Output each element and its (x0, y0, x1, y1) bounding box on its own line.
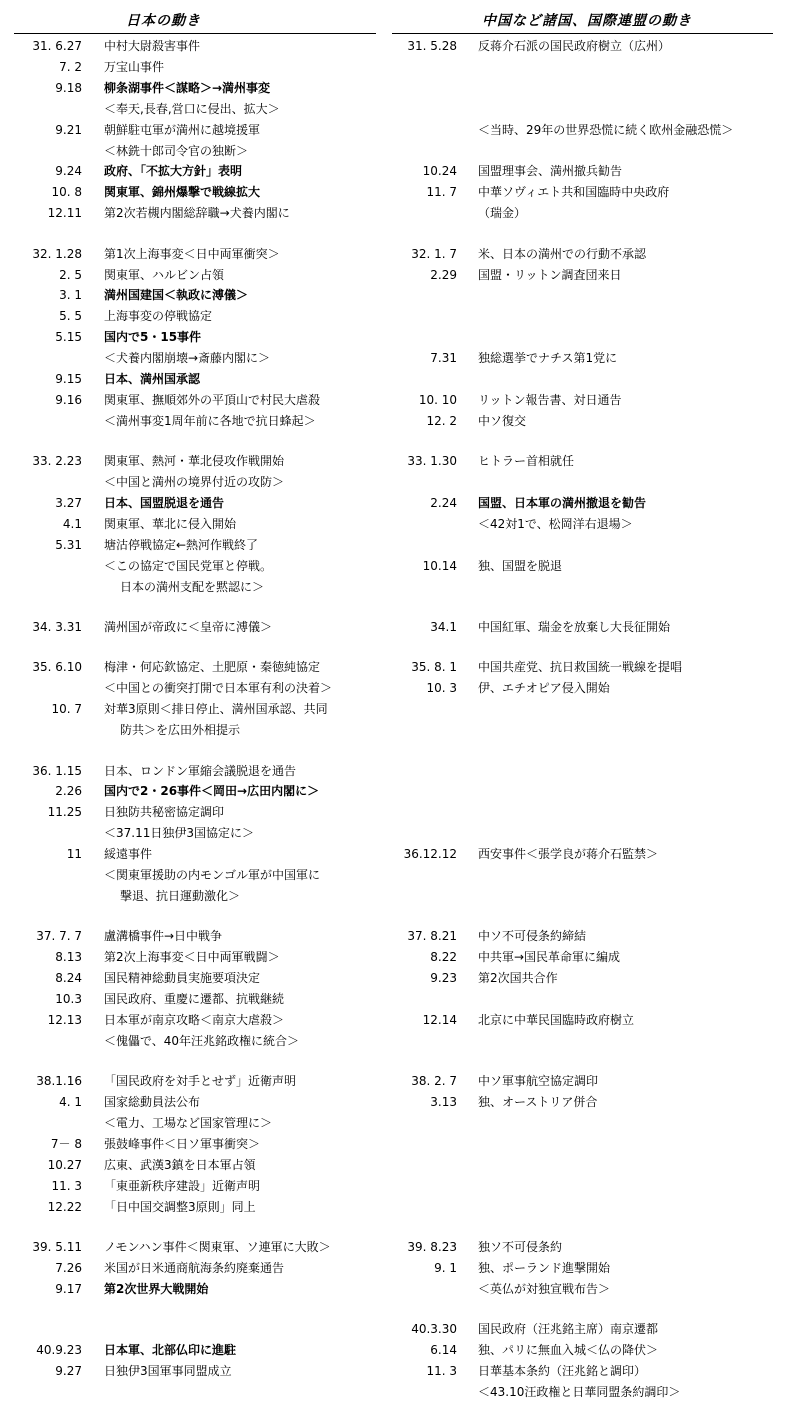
left-event: 関東軍、撫順郊外の平頂山で村民大虐殺 (104, 392, 321, 407)
right-date: 3.13 (430, 1095, 457, 1110)
left-event: 国家総動員法公布 (104, 1095, 201, 1110)
left-event: 日本、ロンドン軍縮会議脱退を通告 (104, 763, 297, 778)
right-event: 日華基本条約（汪兆銘と調印） (478, 1364, 647, 1378)
right-event: 中ソ不可侵条約締結 (478, 929, 587, 944)
left-event: 対華3原則＜排日停止、満州国承認、共同 (104, 702, 328, 717)
left-event: 柳条湖事件＜謀略＞→満州事変 (104, 80, 271, 95)
left-event: 万宝山事件 (104, 59, 165, 74)
right-event: ＜当時、29年の世界恐慌に続く欧州金融恐慌＞ (478, 122, 734, 137)
right-date: 35. 8. 1 (411, 660, 457, 675)
left-date: 12.22 (47, 1199, 82, 1214)
left-date: 34. 3.31 (32, 620, 82, 634)
right-event: 国盟理事会、満州撤兵勧告 (478, 164, 623, 179)
left-date: 4.1 (62, 516, 82, 531)
right-date: 11. 3 (426, 1364, 457, 1378)
left-event: 政府、「不拡大方針」表明 (104, 164, 243, 179)
left-date: 5.15 (55, 330, 82, 345)
right-event: 伊、エチオピア侵入開始 (478, 681, 610, 696)
right-event: 国民政府（汪兆銘主席）南京遷都 (478, 1322, 659, 1337)
left-date: 31. 6.27 (32, 39, 82, 53)
left-event: 国内で5・15事件 (104, 330, 202, 345)
left-event: 上海事変の停戦協定 (104, 309, 213, 324)
right-date: 33. 1.30 (407, 454, 457, 469)
left-event: 朝鮮駐屯軍が満州に越境援軍 (104, 122, 261, 137)
right-event: ＜43.10汪政権と日華同盟条約調印＞ (478, 1384, 681, 1399)
left-event: ＜この協定で国民党軍と停戦。 (104, 558, 273, 573)
right-event: 独、ポーランド進撃開始 (478, 1260, 611, 1275)
left-date: 7.26 (55, 1260, 82, 1275)
left-event: 国民政府、重慶に遷都、抗戦継続 (104, 992, 285, 1006)
right-date: 40.3.30 (411, 1322, 457, 1337)
right-event: 中ソ復交 (478, 413, 527, 428)
right-event: 独、国盟を脱退 (478, 558, 563, 573)
left-event: 日本の満州支配を黙認に＞ (120, 579, 265, 594)
right-event: 中ソ軍事航空協定調印 (478, 1074, 599, 1089)
left-date: 12.11 (47, 206, 82, 221)
left-event: 日本、国盟脱退を通告 (104, 496, 225, 510)
left-event: 関東軍、華北に侵入開始 (104, 516, 237, 531)
left-date: 9.18 (55, 80, 82, 95)
left-date: 37. 7. 7 (36, 929, 82, 944)
left-event: 塘沽停戦協定←熱河作戦終了 (104, 537, 259, 552)
left-date: 2.26 (55, 784, 82, 799)
left-event: ＜奉天,長春,営口に侵出、拡大＞ (104, 101, 280, 116)
right-date: 6.14 (430, 1343, 457, 1358)
left-event: 関東軍、錦州爆撃で戦線拡大 (104, 185, 261, 200)
left-event: 撃退、抗日運動激化＞ (120, 888, 241, 903)
right-event: 独ソ不可侵条約 (478, 1240, 563, 1254)
left-event: 「日中国交調整3原則」同上 (104, 1199, 256, 1214)
left-date: 5. 5 (59, 309, 82, 324)
right-column-header: 中国など諸国、国際連盟の動き (482, 13, 692, 29)
left-event: 日本軍が南京攻略＜南京大虐殺＞ (104, 1012, 285, 1027)
right-date: 8.22 (430, 950, 457, 965)
right-event: 反蒋介石派の国民政府樹立（広州） (478, 39, 671, 53)
left-date: 38.1.16 (36, 1074, 82, 1089)
right-event: 中華ソヴィエト共和国臨時中央政府 (478, 185, 670, 200)
right-event: 中国紅軍、瑞金を放棄し大長征開始 (478, 620, 671, 634)
left-event: ＜傀儡で、40年汪兆銘政権に統合＞ (104, 1033, 300, 1048)
right-date: 10. 3 (426, 681, 457, 696)
left-date: 7－ 8 (50, 1136, 82, 1151)
left-event: ＜満州事変1周年前に各地で抗日蜂起＞ (104, 413, 316, 428)
left-event: 第1次上海事変＜日中両軍衝突＞ (104, 246, 280, 261)
left-date: 9.17 (55, 1281, 82, 1296)
left-event: 綏遠事件 (104, 847, 153, 862)
right-event: 独総選挙でナチス第1党に (478, 351, 618, 366)
left-event: 日本、満州国承認 (104, 372, 201, 386)
left-event: ＜37.11日独伊3国協定に＞ (104, 826, 254, 841)
left-date: 9.16 (55, 392, 82, 407)
right-date: 39. 8.23 (407, 1240, 457, 1254)
right-date: 31. 5.28 (407, 39, 457, 53)
right-date: 9. 1 (434, 1260, 457, 1275)
right-date: 38. 2. 7 (411, 1074, 457, 1089)
right-event: 中共軍→国民革命軍に編成 (478, 950, 621, 965)
left-date: 11.25 (47, 805, 82, 820)
right-date: 36.12.12 (403, 847, 457, 862)
right-date: 12. 2 (426, 413, 457, 428)
left-date: 9.15 (55, 372, 82, 386)
left-date: 3.27 (55, 496, 82, 510)
left-event: 満州国建国＜執政に溥儀＞ (104, 288, 249, 303)
left-event: 梅津・何応欽協定、土肥原・秦徳純協定 (104, 660, 321, 675)
left-event: 「国民政府を対手とせず」近衛声明 (104, 1074, 297, 1089)
left-event: ＜林銑十郎司令官の独断＞ (104, 143, 249, 158)
left-date: 8.24 (55, 971, 82, 986)
left-date: 9.27 (55, 1364, 82, 1378)
left-event: 日独伊3国軍事同盟成立 (104, 1364, 232, 1378)
left-event: 第2次世界大戦開始 (104, 1281, 209, 1296)
right-event: ヒトラー首相就任 (478, 454, 575, 469)
left-date: 32. 1.28 (32, 246, 82, 261)
left-event: ＜中国との衝突打開で日本軍有利の決着＞ (104, 681, 333, 696)
left-date: 10. 7 (51, 702, 82, 717)
left-date: 10.3 (55, 992, 82, 1006)
right-event: ＜英仏が対独宣戦布告＞ (478, 1281, 611, 1296)
right-date: 32. 1. 7 (411, 246, 457, 261)
right-event: 国盟、日本軍の満州撤退を勧告 (478, 496, 647, 510)
right-date: 7.31 (430, 351, 457, 366)
right-event: （瑞金） (478, 206, 527, 221)
left-event: 日本軍、北部仏印に進駐 (104, 1343, 237, 1358)
left-date: 36. 1.15 (32, 763, 82, 778)
right-date: 34.1 (430, 620, 457, 634)
left-date: 5.31 (55, 537, 82, 552)
left-event: 盧溝橋事件→日中戦争 (104, 929, 223, 944)
left-event: 満州国が帝政に＜皇帝に溥儀＞ (104, 620, 273, 634)
left-date: 2. 5 (59, 267, 82, 282)
left-event: ＜中国と満州の境界付近の攻防＞ (104, 475, 285, 490)
right-date: 9.23 (430, 971, 457, 986)
left-column-header: 日本の動き (126, 13, 201, 29)
left-date: 9.21 (55, 122, 82, 137)
right-event: 北京に中華民国臨時政府樹立 (478, 1012, 635, 1027)
right-date: 11. 7 (426, 185, 457, 200)
left-event: ＜電力、工場など国家管理に＞ (104, 1116, 273, 1130)
right-event: 西安事件＜張学良が蒋介石監禁＞ (478, 847, 659, 862)
left-event: 関東軍、熱河・華北侵攻作戦開始 (104, 454, 285, 469)
left-event: ＜犬養内閣崩壊→斎藤内閣に＞ (104, 351, 271, 366)
left-date: 11. 3 (51, 1178, 82, 1193)
right-date: 10. 10 (418, 392, 457, 407)
right-date: 12.14 (422, 1012, 457, 1027)
left-event: 広東、武漢3鎮を日本軍占領 (104, 1157, 256, 1172)
left-date: 4. 1 (59, 1095, 82, 1110)
right-date: 2.24 (430, 496, 457, 510)
right-event: 中国共産党、抗日救国統一戦線を提唱 (478, 660, 683, 675)
right-event: 国盟・リットン調査団来日 (478, 267, 622, 282)
left-date: 12.13 (47, 1012, 82, 1027)
left-event: 防共＞を広田外相提示 (120, 723, 241, 738)
right-event: 独、オーストリア併合 (478, 1095, 598, 1110)
right-event: 第2次国共合作 (478, 971, 558, 986)
left-event: 国民精神総動員実施要項決定 (104, 971, 261, 986)
left-date: 10.27 (47, 1157, 82, 1172)
left-date: 9.24 (55, 164, 82, 179)
right-event: ＜42対1で、松岡洋右退場＞ (478, 516, 633, 531)
left-event: 中村大尉殺害事件 (104, 39, 201, 53)
left-date: 10. 8 (51, 185, 82, 200)
left-date: 40.9.23 (36, 1343, 82, 1358)
left-event: ＜関東軍援助の内モンゴル軍が中国軍に (104, 868, 321, 882)
right-date: 10.24 (422, 164, 457, 179)
left-date: 35. 6.10 (32, 660, 82, 675)
right-event: 米、日本の満州での行動不承認 (478, 246, 647, 261)
left-event: 第2次若槻内閣総辞職→犬養内閣に (104, 206, 290, 221)
left-event: 張鼓峰事件＜日ソ軍事衝突＞ (104, 1136, 261, 1151)
left-date: 11 (66, 847, 82, 862)
right-event: 独、パリに無血入城＜仏の降伏＞ (478, 1343, 659, 1358)
left-date: 3. 1 (59, 288, 82, 303)
right-date: 2.29 (430, 267, 457, 282)
left-date: 39. 5.11 (32, 1240, 82, 1254)
left-date: 33. 2.23 (32, 454, 82, 469)
left-event: 米国が日米通商航海条約廃棄通告 (104, 1260, 285, 1275)
left-event: 「東亜新秩序建設」近衛声明 (104, 1178, 261, 1193)
right-date: 37. 8.21 (407, 929, 457, 944)
left-event: 日独防共秘密協定調印 (104, 805, 225, 820)
left-event: ノモンハン事件＜関東軍、ソ連軍に大敗＞ (104, 1240, 331, 1254)
right-date: 10.14 (422, 558, 457, 573)
right-event: リットン報告書、対日通告 (478, 392, 622, 407)
left-event: 国内で2・26事件＜岡田→広田内閣に＞ (104, 784, 320, 799)
left-date: 8.13 (55, 950, 82, 965)
left-event: 第2次上海事変＜日中両軍戦闘＞ (104, 950, 280, 965)
left-date: 7. 2 (59, 59, 82, 74)
left-event: 関東軍、ハルビン占領 (104, 267, 225, 282)
